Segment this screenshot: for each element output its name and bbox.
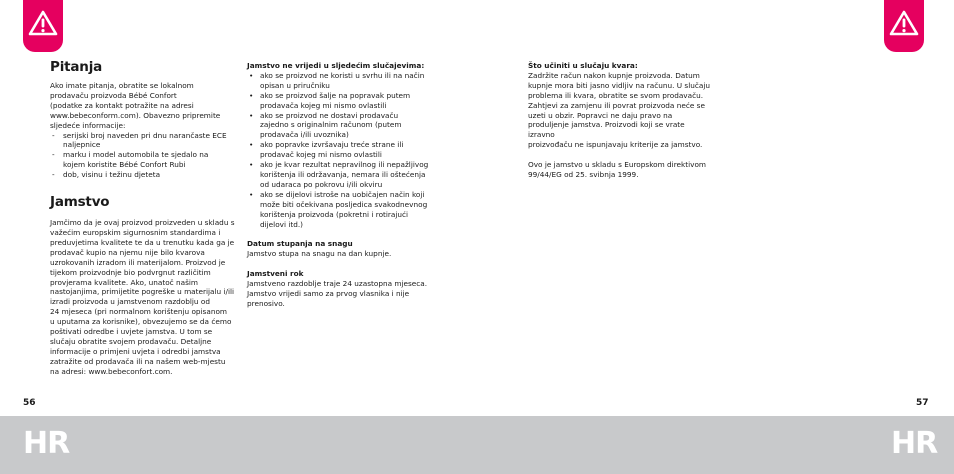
questions-intro: Ako imate pitanja, obratite se lokalnom prodavaču proizvoda Bébé Confort (podatke za kontakt potražite na adresi www.bebeconform.com). Obavezno pripremite sljedeće informacije:: [50, 81, 221, 130]
footer-bar: [0, 416, 954, 474]
effective-title: Datum stupanja na snagu: [247, 239, 353, 249]
period-text: Jamstveno razdoblje traje 24 uzastopna mjeseca. Jamstvo vrijedi samo za prvog vlasnika i nije prenosivo.: [247, 278, 428, 308]
list-item: • ako se proizvod šalje na popravak putem prodavača kojeg mi nismo ovlastili: [249, 90, 411, 110]
warning-triangle-icon: [28, 10, 58, 36]
list-item: • ako se proizvod ne dostavi prodavaču zajedno s originalnim računom (putem prodavača i/ili uvoznika): [249, 110, 402, 140]
warranty-text: Jamčimo da je ovaj proizvod proizveden u skladu s važećim europskim sigurnosnim standardima i preduvjetima kvalitete te da u trenutku kada ga je prodavač kupio na njemu nije bilo kvarova uzrokovanih izradom ili materijalom. Proizvod je tijekom proizvodnje bio podvrgnut različitim provjerama kvalitete. Ako, unatoč našim nastojanjima, primijetite pogreške u materijalu i/ili izradi proizvoda u jamstvenom razdoblju od 24 mjeseca (pri normalnom korištenju opisanom u uputama za korisnike), obvezujemo se da ćemo poštivati odredbe i uvjete jamstva. U tom se slučaju obratite svojem prodavaču. Detaljne informacije o primjeni uvjeta i odredbi jamstva zatražite od prodavača ili na našem web-mjestu na adresi: www.bebeconfort.com.: [50, 218, 235, 376]
period-title: Jamstveni rok: [247, 269, 304, 278]
column-warranty-terms: [247, 61, 432, 309]
list-item: • ako se dijelovi istroše na uobičajen način koji može biti očekivana posljedica svakodnevnog korištenja proizvoda (pokretni i rotirajući dijelovi itd.): [249, 189, 428, 229]
list-item: - dob, visinu i težinu djeteta: [52, 170, 161, 180]
list-item: - serijski broj naveden pri dnu narančaste ECE naljepnice: [52, 130, 227, 150]
list-item: - marku i model automobila te sjedalo na kojem koristite Bébé Confort Rubi: [52, 150, 209, 170]
list-item: • ako popravke izvršavaju treće strane ili prodavač kojeg mi nismo ovlastili: [249, 140, 404, 160]
warning-tab-right: [884, 0, 924, 52]
heading-questions: Pitanja: [50, 59, 103, 75]
language-code-right: HR: [891, 426, 938, 461]
page-number-left: 56: [23, 398, 36, 408]
warning-triangle-icon: [889, 10, 919, 36]
column-defect: [528, 61, 713, 180]
list-item: • ako je kvar rezultat nepravilnog ili nepažljivog korištenja ili održavanja, nemara ili oštećenja od udaraca po pokrovu i/ili okviru: [249, 160, 429, 189]
list-item: • ako se proizvod ne koristi u svrhu ili na način opisan u priručniku: [249, 70, 425, 90]
page-number-right: 57: [916, 398, 929, 408]
language-code-left: HR: [23, 426, 70, 461]
invalid-list: [247, 71, 432, 230]
warning-tab-left: [23, 0, 63, 52]
heading-warranty: Jamstvo: [50, 194, 110, 211]
questions-list: [50, 131, 240, 181]
column-questions-warranty: [50, 60, 240, 377]
defect-title: Što učiniti u slučaju kvara:: [528, 61, 638, 70]
invalid-title: Jamstvo ne vrijedi u sljedećim slučajevima:: [247, 61, 425, 70]
effective-text: Jamstvo stupa na snagu na dan kupnje.: [247, 249, 392, 259]
defect-text: Zadržite račun nakon kupnje proizvoda. Datum kupnje mora biti jasno vidljiv na računu. U slučaju problema ili kvara, obratite se svom prodavaču. Zahtjevi za zamjenu ili povrat proizvoda neće se uzeti u obzir. Popravci ne daju pravo na produljenje jamstva. Proizvodi koji se vrate izravno proizvođaču ne ispunjavaju kriterije za jamstvo.: [528, 70, 711, 150]
directive-text: Ovo je jamstvo u skladu s Europskom direktivom 99/44/EG od 25. svibnja 1999.: [528, 160, 707, 179]
